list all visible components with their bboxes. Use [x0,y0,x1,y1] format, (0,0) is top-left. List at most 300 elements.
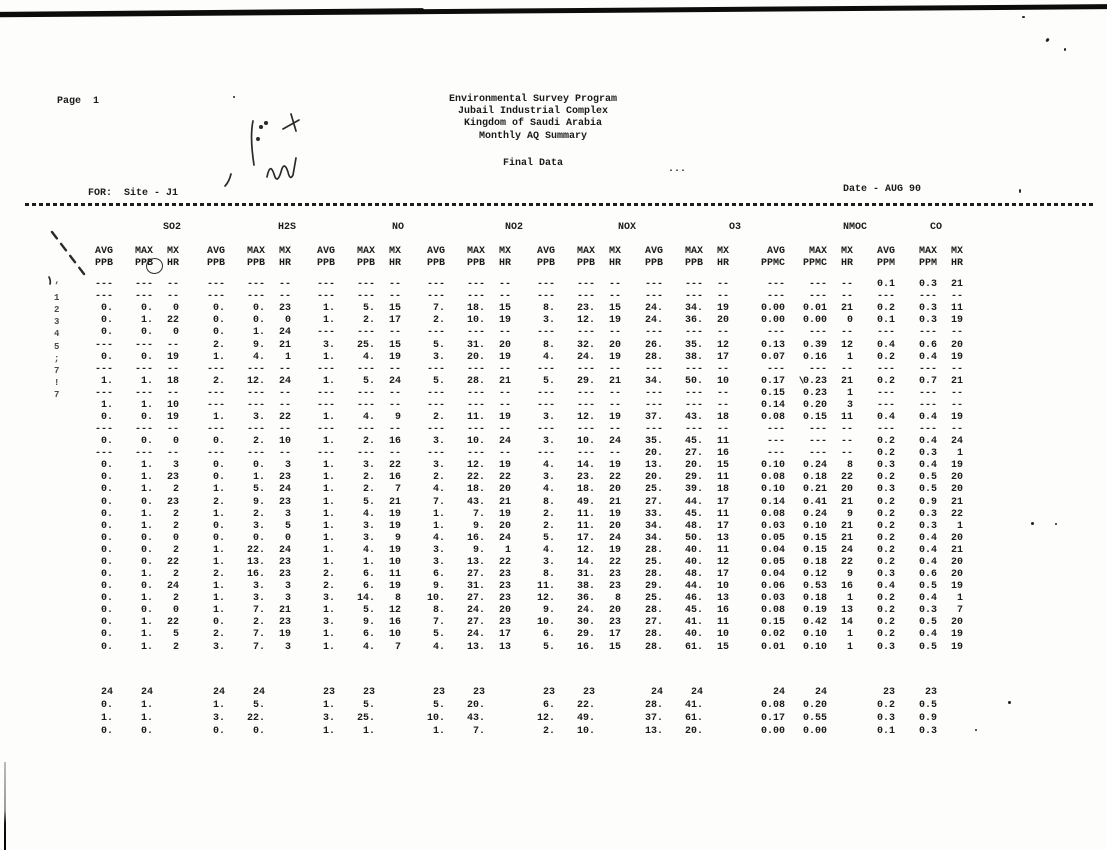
table-cell: 5. [362,375,375,387]
table-cell: 1. [140,629,153,641]
table-cell: 0.2 [876,520,895,532]
table-cell: 22 [278,412,291,424]
table-cell: 1. [212,412,225,424]
table-cell: HR [716,258,729,270]
table-cell: 3 [846,399,853,411]
table-cell: --- [134,424,153,436]
table-cell: 2. [212,629,225,641]
table-cell: 1. [322,699,335,711]
table-cell: PPB [536,258,555,270]
table-cell: --- [246,399,265,411]
table-cell: 0. [140,412,153,424]
table-cell: 0. [140,544,153,556]
table-cell: -- [716,279,729,291]
table-cell: 0.39 [802,339,827,351]
table-cell: 0. [212,520,225,532]
table-cell: --- [134,291,153,303]
table-cell: 0.2 [876,544,895,556]
table-cell: 0.55 [802,712,827,724]
table-cell: --- [536,291,555,303]
table-cell: 3 [172,460,179,472]
table-cell: --- [576,363,595,375]
table-cell: 24. [576,351,595,363]
table-cell: 2. [322,569,335,581]
table-cell: --- [644,327,663,339]
table-cell: 19 [950,351,963,363]
table-cell: 28. [644,641,663,653]
table-cell: 0.2 [876,617,895,629]
table-cell: 2. [542,520,555,532]
table-cell: 0. [140,436,153,448]
table-cell: 11. [576,520,595,532]
table-cell: 34. [684,303,703,315]
table-cell: 49. [576,712,595,724]
table-cell: 10 [278,436,291,448]
table-cell: 24 [100,686,113,698]
table-cell: HR [278,258,291,270]
table-cell: MAX [134,246,153,257]
table-cell: -- [278,424,291,436]
table-cell: 0. [100,629,113,641]
table-cell: 0.4 [918,351,937,363]
table-cell: --- [316,448,335,460]
scan-speck [1064,48,1066,51]
table-cell: PPM [876,258,895,270]
table-cell: 0.41 [802,496,827,508]
table-cell: --- [876,424,895,436]
scan-speck [1019,189,1021,193]
table-cell: 19 [498,351,511,363]
table-cell: 2. [252,436,265,448]
table-cell: 31. [576,569,595,581]
scan-speck [1022,16,1025,18]
table-cell: 0.08 [760,412,785,424]
table-cell: 0.18 [802,556,827,568]
table-cell: 2. [322,581,335,593]
table-cell: 20. [684,726,703,738]
table-cell: 0.2 [876,605,895,617]
table-cell: 20. [466,351,485,363]
table-cell: --- [246,363,265,375]
table-cell: 31. [466,339,485,351]
table-cell: 24 [252,686,265,698]
table-cell: 1. [252,472,265,484]
table-cell: 0.53 [802,581,827,593]
table-cell: --- [466,291,485,303]
table-cell: 5. [542,375,555,387]
table-cell: 20 [950,617,963,629]
table-cell: --- [876,363,895,375]
table-cell: MAX [918,246,937,257]
table-cell: 23 [322,686,335,698]
table-cell: 5 [172,629,179,641]
table-cell: 23. [576,303,595,315]
table-cell: 3. [542,315,555,327]
table-cell: 0. [252,460,265,472]
table-cell: 0. [100,581,113,593]
table-cell: 23 [608,617,621,629]
table-cell: 16 [388,617,401,629]
table-cell: --- [918,424,937,436]
table-cell: 23 [608,569,621,581]
table-cell: 0.3 [876,484,895,496]
table-cell: 9 [394,412,401,424]
table-cell: --- [576,327,595,339]
table-cell: 12. [576,315,595,327]
table-cell: 0.5 [918,581,937,593]
table-cell: --- [246,291,265,303]
table-cell: 43. [466,712,485,724]
table-cell: 40. [684,556,703,568]
table-cell: --- [134,279,153,291]
table-cell: 8. [432,605,445,617]
pen-comma [225,174,231,186]
page-number-label: Page 1 [57,96,100,107]
table-cell: --- [766,279,785,291]
table-cell: 19 [608,460,621,472]
table-cell: -- [608,424,621,436]
table-cell: 7 [956,605,963,617]
table-cell: --- [316,387,335,399]
table-cell: -- [716,291,729,303]
table-cell: 10 [388,556,401,568]
title-line-2: Jubail Industrial Complex [457,106,609,118]
table-cell: 19 [950,315,963,327]
table-cell: 10. [576,436,595,448]
table-cell: 16. [466,532,485,544]
table-cell: 1. [322,303,335,315]
table-cell: 3. [432,544,445,556]
table-cell: -- [278,363,291,375]
table-cell: --- [576,448,595,460]
table-cell: 6. [362,581,375,593]
group-name-so2: SO2 [163,222,182,233]
table-cell: 0.08 [760,508,785,520]
table-cell: 0.18 [802,593,827,605]
table-cell: -- [498,448,511,460]
table-cell: 28. [644,629,663,641]
table-cell: --- [766,291,785,303]
table-cell: 23 [166,472,179,484]
table-cell: 43. [684,412,703,424]
table-cell: 0.00 [760,315,785,327]
table-cell: 27. [466,569,485,581]
site-label: FOR: Site - J1 [88,188,179,199]
margin-mark: 5 [54,341,60,352]
table-cell: 3. [252,593,265,605]
table-cell: 6. [362,629,375,641]
table-cell: AVG [876,246,895,257]
table-cell: 0.4 [918,544,937,556]
table-cell: 9. [252,496,265,508]
table-cell: 0.6 [918,569,937,581]
table-cell: 0.2 [876,699,895,711]
table-cell: 0. [140,496,153,508]
table-cell: 4. [362,412,375,424]
group-name-co: CO [930,222,943,233]
table-cell: 1. [212,556,225,568]
table-cell: 10 [166,399,179,411]
table-cell: AVG [766,246,785,257]
table-cell: 1. [212,484,225,496]
table-cell: 19 [388,581,401,593]
table-cell: 2. [542,508,555,520]
table-cell: PPB [576,258,595,270]
table-cell: --- [206,448,225,460]
table-cell: 5. [432,375,445,387]
table-cell: 0. [100,593,113,605]
table-cell: -- [608,279,621,291]
table-cell: 4. [362,544,375,556]
table-cell: 0. [140,556,153,568]
table-cell: 1. [322,520,335,532]
table-cell: 0. [140,303,153,315]
table-cell: 24 [212,686,225,698]
table-cell: -- [840,291,853,303]
table-cell: --- [808,327,827,339]
table-cell: 0.4 [918,460,937,472]
table-cell: 21 [950,496,963,508]
table-cell: 3. [432,556,445,568]
table-cell: --- [644,363,663,375]
table-cell: 22 [608,472,621,484]
table-cell: 32. [576,339,595,351]
table-cell: 13 [716,593,729,605]
table-cell: 23 [278,472,291,484]
table-cell: 13. [644,460,663,472]
table-cell: -- [950,424,963,436]
table-cell: 10. [466,436,485,448]
table-cell: 1. [322,508,335,520]
table-cell: 21 [950,544,963,556]
table-cell: 23. [576,472,595,484]
table-cell: 3 [284,460,291,472]
table-cell: 0.6 [918,339,937,351]
table-cell: --- [426,387,445,399]
table-cell: MX [950,246,963,257]
table-cell: 29. [684,472,703,484]
table-cell: 0.3 [876,641,895,653]
table-cell: -- [166,291,179,303]
table-cell: PPB [356,258,375,270]
table-cell: 0. [212,726,225,738]
table-cell: 35. [644,436,663,448]
table-cell: 1. [140,712,153,724]
table-cell: 0. [212,472,225,484]
table-cell: PPB [316,258,335,270]
table-cell: 19 [388,351,401,363]
table-cell: MX [278,246,291,257]
table-cell: -- [388,291,401,303]
table-cell: PPB [684,258,703,270]
table-cell: 0 [172,327,179,339]
table-cell: --- [644,399,663,411]
table-cell: 0.10 [802,641,827,653]
margin-mark: 7 [54,365,60,376]
table-cell: 3. [212,641,225,653]
table-cell: 0. [100,544,113,556]
table-cell: 11 [716,472,729,484]
pen-squiggle [267,158,296,179]
table-cell: 20 [840,484,853,496]
table-cell: 22. [246,544,265,556]
table-cell: 0.4 [918,629,937,641]
table-cell: 19 [608,544,621,556]
table-cell: 9 [846,508,853,520]
table-cell: 29. [644,581,663,593]
table-cell: 34. [644,375,663,387]
table-cell: --- [576,291,595,303]
table-cell: 0.5 [918,617,937,629]
table-cell: 4. [252,351,265,363]
table-cell: 0.2 [876,436,895,448]
table-cell: 13. [466,556,485,568]
table-cell: 13. [466,641,485,653]
table-cell: 1. [322,315,335,327]
table-cell: 3. [542,412,555,424]
table-cell: 16 [840,581,853,593]
table-cell: 0.4 [918,436,937,448]
table-cell: 7. [252,605,265,617]
table-cell: 10. [466,315,485,327]
table-cell: 9. [472,544,485,556]
table-cell: 7. [252,641,265,653]
table-cell: 23 [542,686,555,698]
table-cell: --- [684,424,703,436]
table-cell: 1. [212,508,225,520]
table-cell: 0. [100,412,113,424]
table-cell: 28. [644,699,663,711]
table-cell: 37. [644,412,663,424]
table-cell: MX [716,246,729,257]
table-cell: 2. [542,726,555,738]
table-cell: 27. [466,617,485,629]
table-cell: 1. [140,460,153,472]
table-cell: 0. [100,351,113,363]
table-cell: 11. [536,581,555,593]
table-cell: --- [576,279,595,291]
table-cell: 4. [432,532,445,544]
table-cell: 23 [882,686,895,698]
table-cell: 19 [388,508,401,520]
table-cell: 0.03 [760,520,785,532]
table-cell: 24 [278,375,291,387]
table-cell: 0. [100,569,113,581]
table-cell: 1. [322,544,335,556]
table-cell: -- [388,327,401,339]
table-cell: 22 [840,556,853,568]
table-cell: 0. [252,532,265,544]
table-cell: 24. [466,605,485,617]
table-cell: 41. [684,699,703,711]
table-cell: 20 [950,339,963,351]
table-cell: 0. [100,699,113,711]
table-cell: 13. [246,556,265,568]
table-cell: 1 [846,593,853,605]
table-cell: 0. [252,315,265,327]
table-cell: --- [466,279,485,291]
table-cell: 25. [356,712,375,724]
table-cell: 4. [432,484,445,496]
table-cell: 1. [362,726,375,738]
table-cell: 24 [140,686,153,698]
table-cell: 24. [576,605,595,617]
table-cell: 48. [684,569,703,581]
table-cell: 19 [950,629,963,641]
table-cell: 0. [100,520,113,532]
table-cell: --- [466,327,485,339]
table-cell: --- [876,387,895,399]
table-cell: 45. [684,436,703,448]
table-cell: 19 [498,315,511,327]
table-cell: -- [608,363,621,375]
table-cell: 15 [716,641,729,653]
table-cell: 19 [388,520,401,532]
table-cell: 25. [644,556,663,568]
table-cell: 1 [846,641,853,653]
table-cell: 20 [498,520,511,532]
table-cell: --- [426,363,445,375]
table-cell: --- [246,448,265,460]
table-cell: 0. [100,726,113,738]
table-cell: 10 [388,629,401,641]
table-cell: 25. [356,339,375,351]
table-cell: 19 [498,508,511,520]
table-cell: PPB [426,258,445,270]
table-cell: 3. [252,581,265,593]
scan-speck [1055,523,1057,525]
table-cell: --- [644,291,663,303]
table-cell: 2. [362,436,375,448]
table-cell: 1 [846,629,853,641]
table-cell: 9. [432,581,445,593]
table-cell: 30. [576,617,595,629]
table-cell: 4. [362,508,375,520]
table-cell: --- [316,399,335,411]
table-cell: 22 [840,472,853,484]
table-cell: --- [466,363,485,375]
table-cell: 0.2 [876,448,895,460]
table-cell: 0.4 [876,412,895,424]
table-cell: 12. [576,412,595,424]
table-cell: 0.19 [802,605,827,617]
table-cell: 4. [432,641,445,653]
table-cell: 21 [388,496,401,508]
table-cell: 0.00 [760,726,785,738]
table-cell: 15 [716,460,729,472]
table-cell: -- [608,327,621,339]
table-cell: 3. [542,436,555,448]
table-cell: 19 [388,544,401,556]
table-cell: --- [426,291,445,303]
table-cell: --- [134,448,153,460]
table-cell: 0. [100,496,113,508]
table-cell: --- [766,448,785,460]
table-cell: -- [840,436,853,448]
table-cell: -- [608,291,621,303]
table-cell: 3. [322,339,335,351]
table-cell: HR [840,258,853,270]
table-cell: 20. [466,699,485,711]
table-cell: 4. [542,484,555,496]
table-cell: -- [166,387,179,399]
table-cell: 19 [950,460,963,472]
table-cell: --- [466,387,485,399]
table-cell: 3. [362,520,375,532]
table-cell: 0.05 [760,532,785,544]
table-cell: 8 [394,593,401,605]
table-cell: 19 [608,351,621,363]
